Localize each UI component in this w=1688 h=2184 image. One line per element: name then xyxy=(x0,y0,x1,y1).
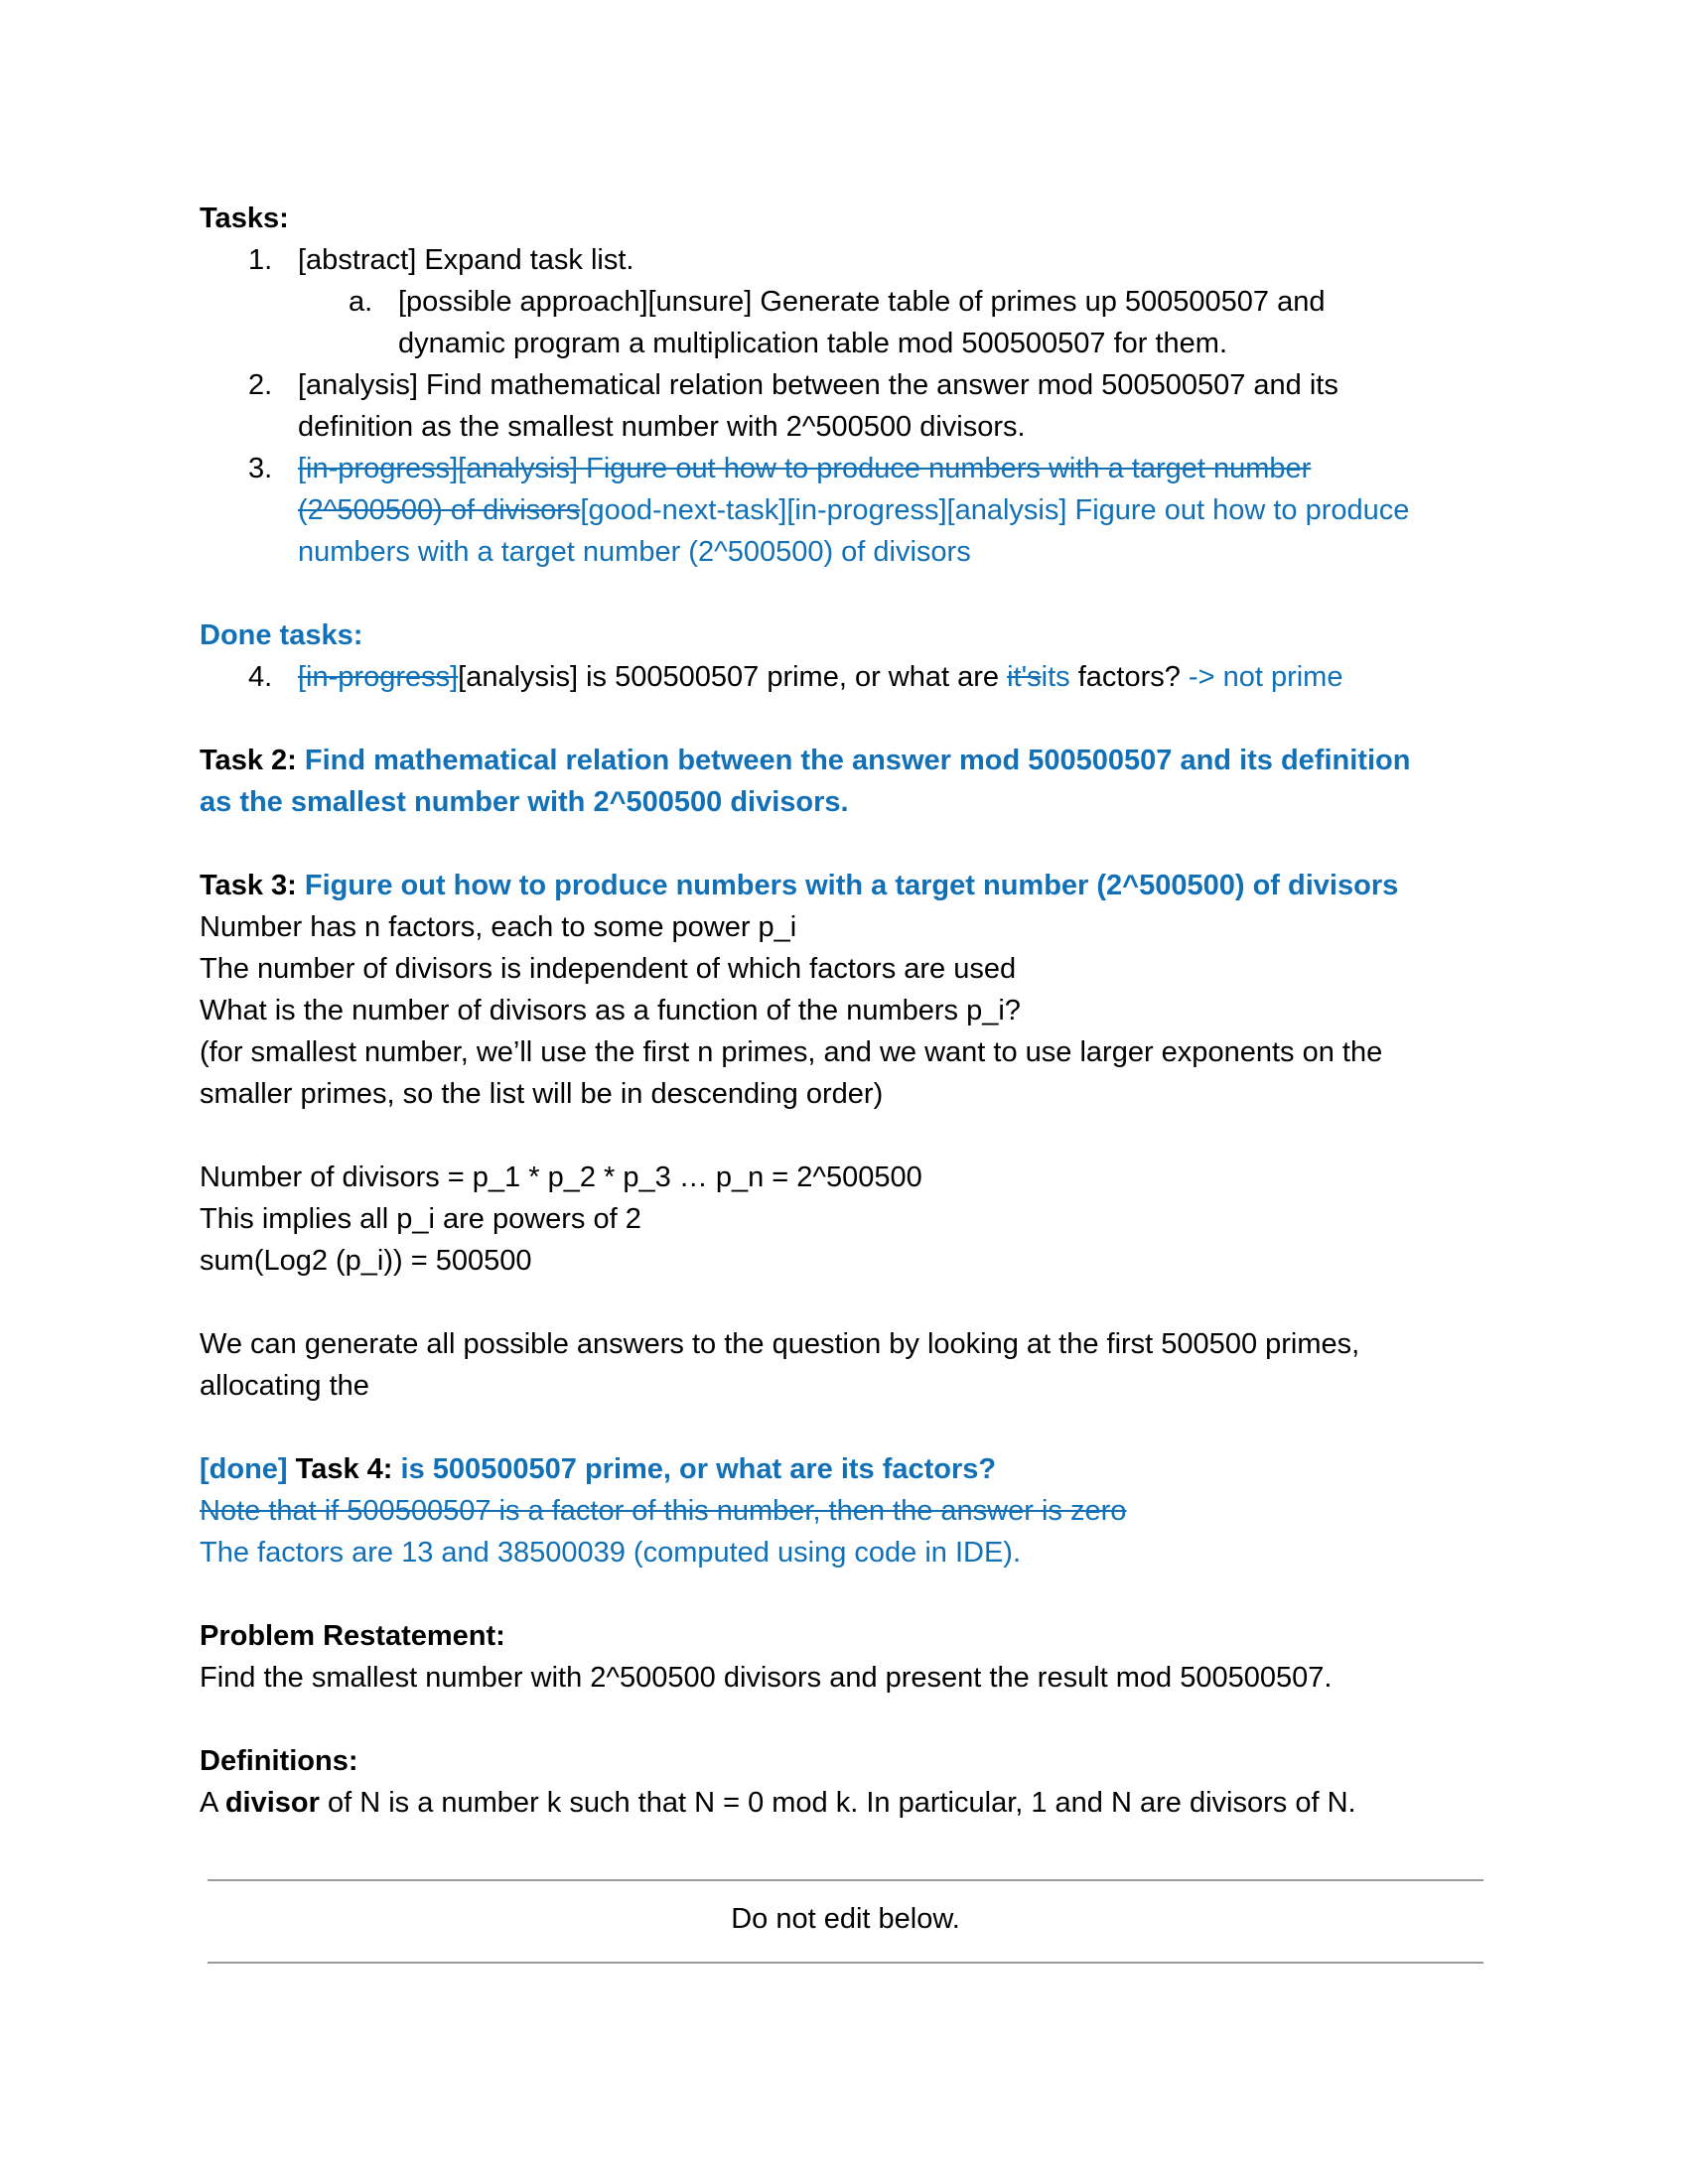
task3-section xyxy=(200,865,1490,1407)
struck-text: it's xyxy=(1007,661,1042,693)
task2-title-cont: as the smallest number with 2^500500 divisors. xyxy=(200,786,849,818)
definition-text xyxy=(200,1782,1490,1824)
formula-line: Number of divisors = p_1 * p_2 * p_3 … p_n = 2^500500 xyxy=(200,1161,922,1193)
document-body xyxy=(200,198,1490,1824)
task4-label: Task 4: xyxy=(287,1453,393,1485)
task-item-1 xyxy=(200,239,1490,281)
task4-section xyxy=(200,1448,1490,1573)
problem-section xyxy=(200,1615,1490,1699)
list-number: a. xyxy=(349,286,373,318)
list-number: 2. xyxy=(248,369,273,401)
result-text: -> not prime xyxy=(1188,661,1343,693)
task-item-3 xyxy=(200,448,1490,573)
struck-note: Note that if 500500507 is a factor of this number, then the answer is zero xyxy=(200,1495,1127,1527)
paragraph-line: What is the number of divisors as a function of the numbers p_i? xyxy=(200,995,1021,1026)
task-item-text: [possible approach][unsure] Generate table of primes up 500500507 and xyxy=(398,286,1326,318)
divider-bottom xyxy=(208,1962,1483,1964)
inserted-text: [good-next-task][in-progress][analysis] Figure out how to produce xyxy=(580,494,1410,526)
task-item-text: [abstract] Expand task list. xyxy=(298,244,634,276)
task-item-1a xyxy=(200,281,1490,364)
task-item-text: [analysis] Find mathematical relation between the answer mod 500500507 and its xyxy=(298,369,1338,401)
done-task-item-4 xyxy=(200,656,1490,698)
divider-top xyxy=(208,1879,1483,1881)
task4-title: is 500500507 prime, or what are its factors? xyxy=(392,1453,997,1485)
paragraph-line: (for smallest number, we’ll use the first n primes, and we want to use larger exponents on the xyxy=(200,1036,1383,1068)
task2-label: Task 2: xyxy=(200,745,297,776)
problem-text: Find the smallest number with 2^500500 divisors and present the result mod 500500507. xyxy=(200,1662,1333,1694)
task-item-text: [analysis] is 500500507 prime, or what are xyxy=(458,661,1008,693)
struck-text: [in-progress] xyxy=(298,661,459,693)
task-item-2 xyxy=(200,364,1490,448)
struck-text: [in-progress][analysis] Figure out how to produce numbers with a target number xyxy=(298,453,1312,484)
paragraph-line: allocating the xyxy=(200,1370,369,1402)
list-number: 4. xyxy=(248,661,273,693)
formula-line: sum(Log2 (p_i)) = 500500 xyxy=(200,1245,532,1277)
footer-note: Do not edit below. xyxy=(731,1903,960,1935)
struck-text: (2^500500) of divisors xyxy=(298,494,581,526)
task2-section xyxy=(200,740,1490,823)
task-item-text-cont: definition as the smallest number with 2^500500 divisors. xyxy=(298,411,1026,443)
definitions-section xyxy=(200,1740,1490,1824)
task-item-text-cont: dynamic program a multiplication table mod 500500507 for them. xyxy=(398,328,1228,359)
definition-term: divisor xyxy=(224,1787,320,1819)
inserted-text: its xyxy=(1041,661,1070,693)
paragraph-line: smaller primes, so the list will be in descending order) xyxy=(200,1078,884,1110)
definition-post: of N is a number k such that N = 0 mod k. In particular, 1 and N are divisors of N. xyxy=(319,1787,1356,1819)
paragraph-line: The number of divisors is independent of which factors are used xyxy=(200,953,1017,985)
inserted-text: numbers with a target number (2^500500) of divisors xyxy=(298,536,971,568)
task-item-text: factors? xyxy=(1069,661,1189,693)
paragraph-line: Number has n factors, each to some power p_i xyxy=(200,911,797,943)
task2-title: Find mathematical relation between the answer mod 500500507 and its definition xyxy=(296,745,1411,776)
factors-note: The factors are 13 and 38500039 (computed using code in IDE). xyxy=(200,1537,1022,1569)
problem-heading: Problem Restatement: xyxy=(200,1620,505,1652)
task3-title: Figure out how to produce numbers with a target number (2^500500) of divisors xyxy=(296,870,1399,901)
paragraph-line: We can generate all possible answers to the question by looking at the first 500500 primes, xyxy=(200,1328,1360,1360)
list-number: 1. xyxy=(248,244,273,276)
task4-status: [done] xyxy=(200,1453,288,1485)
formula-line: This implies all p_i are powers of 2 xyxy=(200,1203,641,1235)
definition-pre: A xyxy=(200,1787,225,1819)
list-number: 3. xyxy=(248,453,273,484)
tasks-heading: Tasks: xyxy=(200,203,289,234)
task3-label: Task 3: xyxy=(200,870,297,901)
definitions-heading: Definitions: xyxy=(200,1745,358,1777)
done-tasks-heading: Done tasks: xyxy=(200,619,363,651)
